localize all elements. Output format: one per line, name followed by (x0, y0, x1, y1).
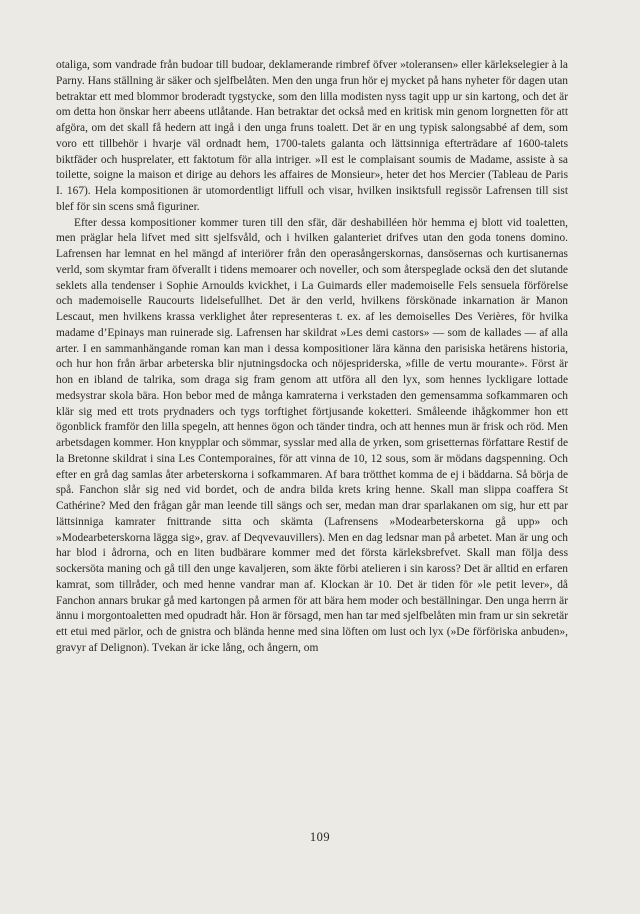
paragraph: Efter dessa kompositioner kommer turen till den sfär, där deshabilléen hör hemma ej blott vid toaletten, men präglar hela lifvet med sitt sjelfsvåld, och i hvilken galanteriet drifves utan den goda tonens domino. Lafrensen har lemnat en hel mängd af interiörer från den operasångerskornas, dansösernas och kurtisanernas verld, som skymtar fram öfverallt i tidens memoarer och noveller, och som återspeglade ocksä den det slutande seklets alla tendenser i Sophie Arnoulds kvickhet, i La Guimards eller mademoiselle Fels sensuela förförelse och mademoiselle Raucourts lidelsefullhet. Det är den verld, hvilkens förskönade inkarnation är Manon Lescaut, men hvilkens krassa verklighet åter representeras t. ex. af les demoiselles Des Verières, för hvilka madame d’Epinays man ruinerade sig. Lafrensen har skildrat »Les demi castors» — som de kallades — af alla arter. I en sammanhängande roman kan man i dessa kompositioner lära känna den parisiska hetärens historia, och hur hon från ärbar arbeterska blir njutningsdocka och nöjespriderska, »fille de vertu mourante». Först är hon en ibland de talrika, som draga sig fram genom att utföra all den lyx, som hennes lyckligare lottade medsystrar skola bära. Hon bebor med de många kamraterna i verkstaden den gemensamma sofkammaren och klär sig med ett trots prydnaders och tygs torftighet förtjusande koketteri. Småleende ihågkommer hon ett ögonblick framför den lilla spegeln, att hennes ögon och tänder tindra, och att hennes mun är frisk och röd. Men arbetsdagen kommer. Hon knypplar och sömmar, sysslar med alla de yrken, som grisetternas författare Restif de la Bretonne skildrat i sina Les Contemporaines, för att vinna de 10, 12 sous, som är mödans dagspenning. Och efter en grå dag samlas åter arbeterskorna i sofkammaren. Af bara trötthet komma de ej i bäddarna. Så börja de spå. Fanchon slår sig ned vid bordet, och de andra bilda krets kring henne. Skall man slippa coaffera St Cathérine? Med den frågan går man leende till sängs och ser, medan man drar sparlakanen om sig, hur ett par lättsinniga kamrater fnittrande sitta och skämta (Lafrensens »Modearbeterskorna gå upp» och »Modearbeterskorna lägga sig», grav. af Deqvevauvillers). Men en dag ledsnar man på arbetet. Man är ung och har blod i ådrorna, och en liten budbärare kommer med det första kärleksbrefvet. Skall man följa dess sockersöta maning och gå till den unge kavaljeren, som äkte förbi atelieren i sin kaross? Det är alltid en erfaren kamrat, som tillråder, och med henne vandrar man af. Klockan är 10. Det är tiden för »le petit lever», då Fanchon annars brukar gå med kartongen på armen för att bära hem moder och beställningar. Den unga herrn är ännu i morgontoaletten med opudradt hår. Hon är försagd, men han tar med sjelfbelåten min fram ur sin sekretär ett etui med pärlor, och de gnistra och blända henne med sina löften om lust och lyx (»De förföriska anbuden», gravyr af Delignon). Tvekan är icke lång, och ångern, om (56, 216, 568, 654)
paragraph: otaliga, som vandrade från budoar till budoar, deklamerande rimbref öfver »toleransen» eller kärlekselegier à la Parny. Hans ställning är säker och sjelfbelåten. Men den unga frun hör ej mycket på hans nyheter för dagen utan betraktar ett med blommor broderadt tygstycke, som den lilla modisten nyss tagit upp ur sin kartong, och det är om detta hon önskar herr abeens utlåtande. Han betraktar det också med en kritisk min genom lorgnetten för att afgöra, om det skall få hedern att ingå i den unga fruns toalett. Det är en ung typisk salongsabbé af dem, som voro ett tillbehör i hvarje väl ordnadt hem, 1700-talets galanta och lättsinniga efterträdare af 1600-talets biktfäder och husprelater, ett faktotum för alla intriger. »Il est le complaisant soumis de Madame, assiste à sa toilette, soigne la maison et dirige au dehors les affaires de Monsieur», heter det hos Mercier (Tableau de Paris I. 167). Hela kompositionen är utomordentligt liffull och visar, hvilken insiktsfull regissör Lafrensen till sist blef för sin scens små figuriner. (56, 59, 568, 213)
page-number: 109 (309, 830, 331, 844)
book-page (56, 58, 568, 657)
